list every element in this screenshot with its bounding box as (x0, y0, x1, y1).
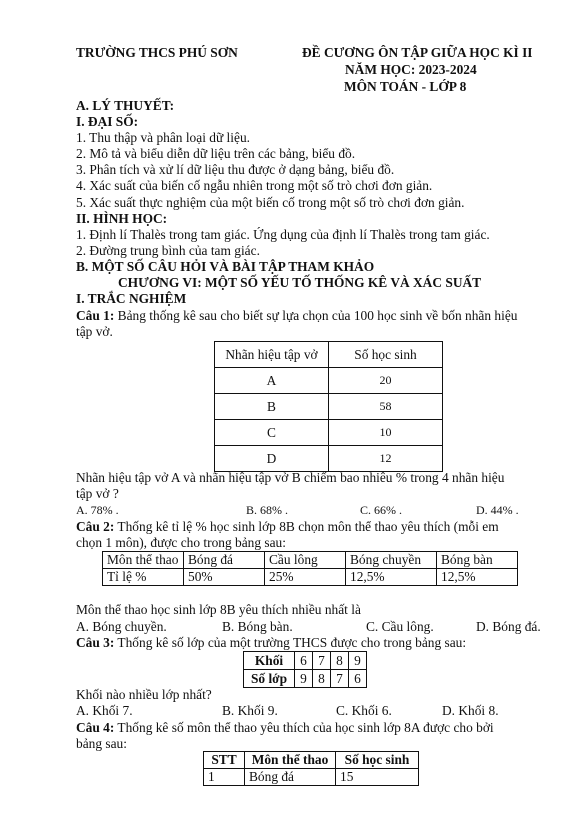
document-title: ĐỀ CƯƠNG ÔN TẬP GIỮA HỌC KÌ II (302, 45, 533, 60)
table-row: D 12 (215, 446, 443, 472)
option-d: D. Khối 8. (442, 703, 499, 718)
option-d: D. 44% . (476, 503, 519, 517)
question-label: Câu 4: (76, 720, 115, 735)
option-c: C. Khối 6. (336, 703, 392, 718)
algebra-item: 1. Thu thập và phân loại dữ liệu. (76, 130, 250, 145)
table-row: STT Môn thể thao Số học sinh (204, 752, 419, 769)
option-b: B. 68% . (246, 503, 288, 517)
option-c: C. 66% . (360, 503, 402, 517)
algebra-item: 3. Phân tích và xử lí dữ liệu thu được ở dạng bảng, biểu đồ. (76, 162, 395, 177)
question-3-text: Câu 3: Thống kê số lớp của một trường THCS được cho trong bảng sau: (76, 635, 467, 650)
table-row: Tỉ lệ % 50% 25% 12,5% 12,5% (103, 569, 518, 586)
option-b: B. Bóng bàn. (222, 619, 293, 634)
option-a: A. 78% . (76, 503, 119, 517)
option-c: C. Cầu lông. (366, 619, 434, 634)
option-a: A. Bóng chuyền. (76, 619, 167, 634)
table-header: Số học sinh (329, 342, 443, 368)
subject-line: MÔN TOÁN - LỚP 8 (344, 79, 467, 94)
question-2-text: Câu 2: Thống kê tỉ lệ % học sinh lớp 8B chọn môn thể thao yêu thích (mỗi em (76, 519, 499, 534)
algebra-item: 2. Mô tả và biểu diễn dữ liệu trên các bảng, biểu đồ. (76, 146, 356, 161)
algebra-item: 4. Xác suất của biến cố ngẫu nhiên trong một số trò chơi đơn giản. (76, 178, 433, 193)
question-2-prompt: Môn thể thao học sinh lớp 8B yêu thích nhiều nhất là (76, 602, 361, 617)
q1-table (214, 341, 443, 472)
school-year: NĂM HỌC: 2023-2024 (345, 62, 477, 77)
chapter-heading: CHƯƠNG VI: MỘT SỐ YẾU TỐ THỐNG KÊ VÀ XÁC SUẤT (118, 275, 482, 290)
geometry-item: 1. Định lí Thalès trong tam giác. Ứng dụng của định lí Thalès trong tam giác. (76, 227, 490, 242)
table-row: Khối 6 7 8 9 (244, 652, 367, 670)
q3-table (243, 651, 367, 688)
question-1-prompt: Nhãn hiệu tập vở A và nhãn hiệu tập vở B chiếm bao nhiêu % trong 4 nhãn hiệu (76, 470, 505, 485)
option-b: B. Khối 9. (222, 703, 278, 718)
question-1-text: Câu 1: Bảng thống kê sau cho biết sự lựa chọn của 100 học sinh về bốn nhãn hiệu (76, 308, 518, 323)
question-3-prompt: Khối nào nhiều lớp nhất? (76, 687, 212, 702)
option-a: A. Khối 7. (76, 703, 133, 718)
table-row: Môn thể thao Bóng đá Cầu lông Bóng chuyền Bóng bàn (103, 552, 518, 569)
table-row: 1 Bóng đá 15 (204, 769, 419, 786)
table-row: B 58 (215, 394, 443, 420)
question-label: Câu 2: (76, 519, 115, 534)
section-heading: I. TRẮC NGHIỆM (76, 291, 187, 306)
question-1-text-cont: tập vở. (76, 324, 113, 339)
table-row: A 20 (215, 368, 443, 394)
theory-heading: A. LÝ THUYẾT: (76, 98, 175, 113)
part-b-heading: B. MỘT SỐ CÂU HỎI VÀ BÀI TẬP THAM KHẢO (76, 259, 375, 274)
question-2-text-cont: chọn 1 môn), được cho trong bảng sau: (76, 535, 286, 550)
table-row: C 10 (215, 420, 443, 446)
algebra-heading: I. ĐẠI SỐ: (76, 114, 139, 129)
q2-table (102, 551, 518, 586)
geometry-item: 2. Đường trung bình của tam giác. (76, 243, 260, 258)
question-1-prompt-cont: tập vở ? (76, 486, 119, 501)
table-header: Nhãn hiệu tập vở (215, 342, 329, 368)
question-4-text-cont: bảng sau: (76, 736, 127, 751)
algebra-item: 5. Xác suất thực nghiệm của một biến cố trong một số trò chơi đơn giản. (76, 195, 465, 210)
option-d: D. Bóng đá. (476, 619, 541, 634)
table-row: Số lớp 9 8 7 6 (244, 670, 367, 688)
school-name: TRƯỜNG THCS PHÚ SƠN (76, 45, 238, 60)
question-label: Câu 1: (76, 308, 115, 323)
geometry-heading: II. HÌNH HỌC: (76, 211, 168, 226)
question-4-text: Câu 4: Thống kê số môn thể thao yêu thích của học sinh lớp 8A được cho bởi (76, 720, 494, 735)
q4-table (203, 751, 419, 786)
question-label: Câu 3: (76, 635, 115, 650)
